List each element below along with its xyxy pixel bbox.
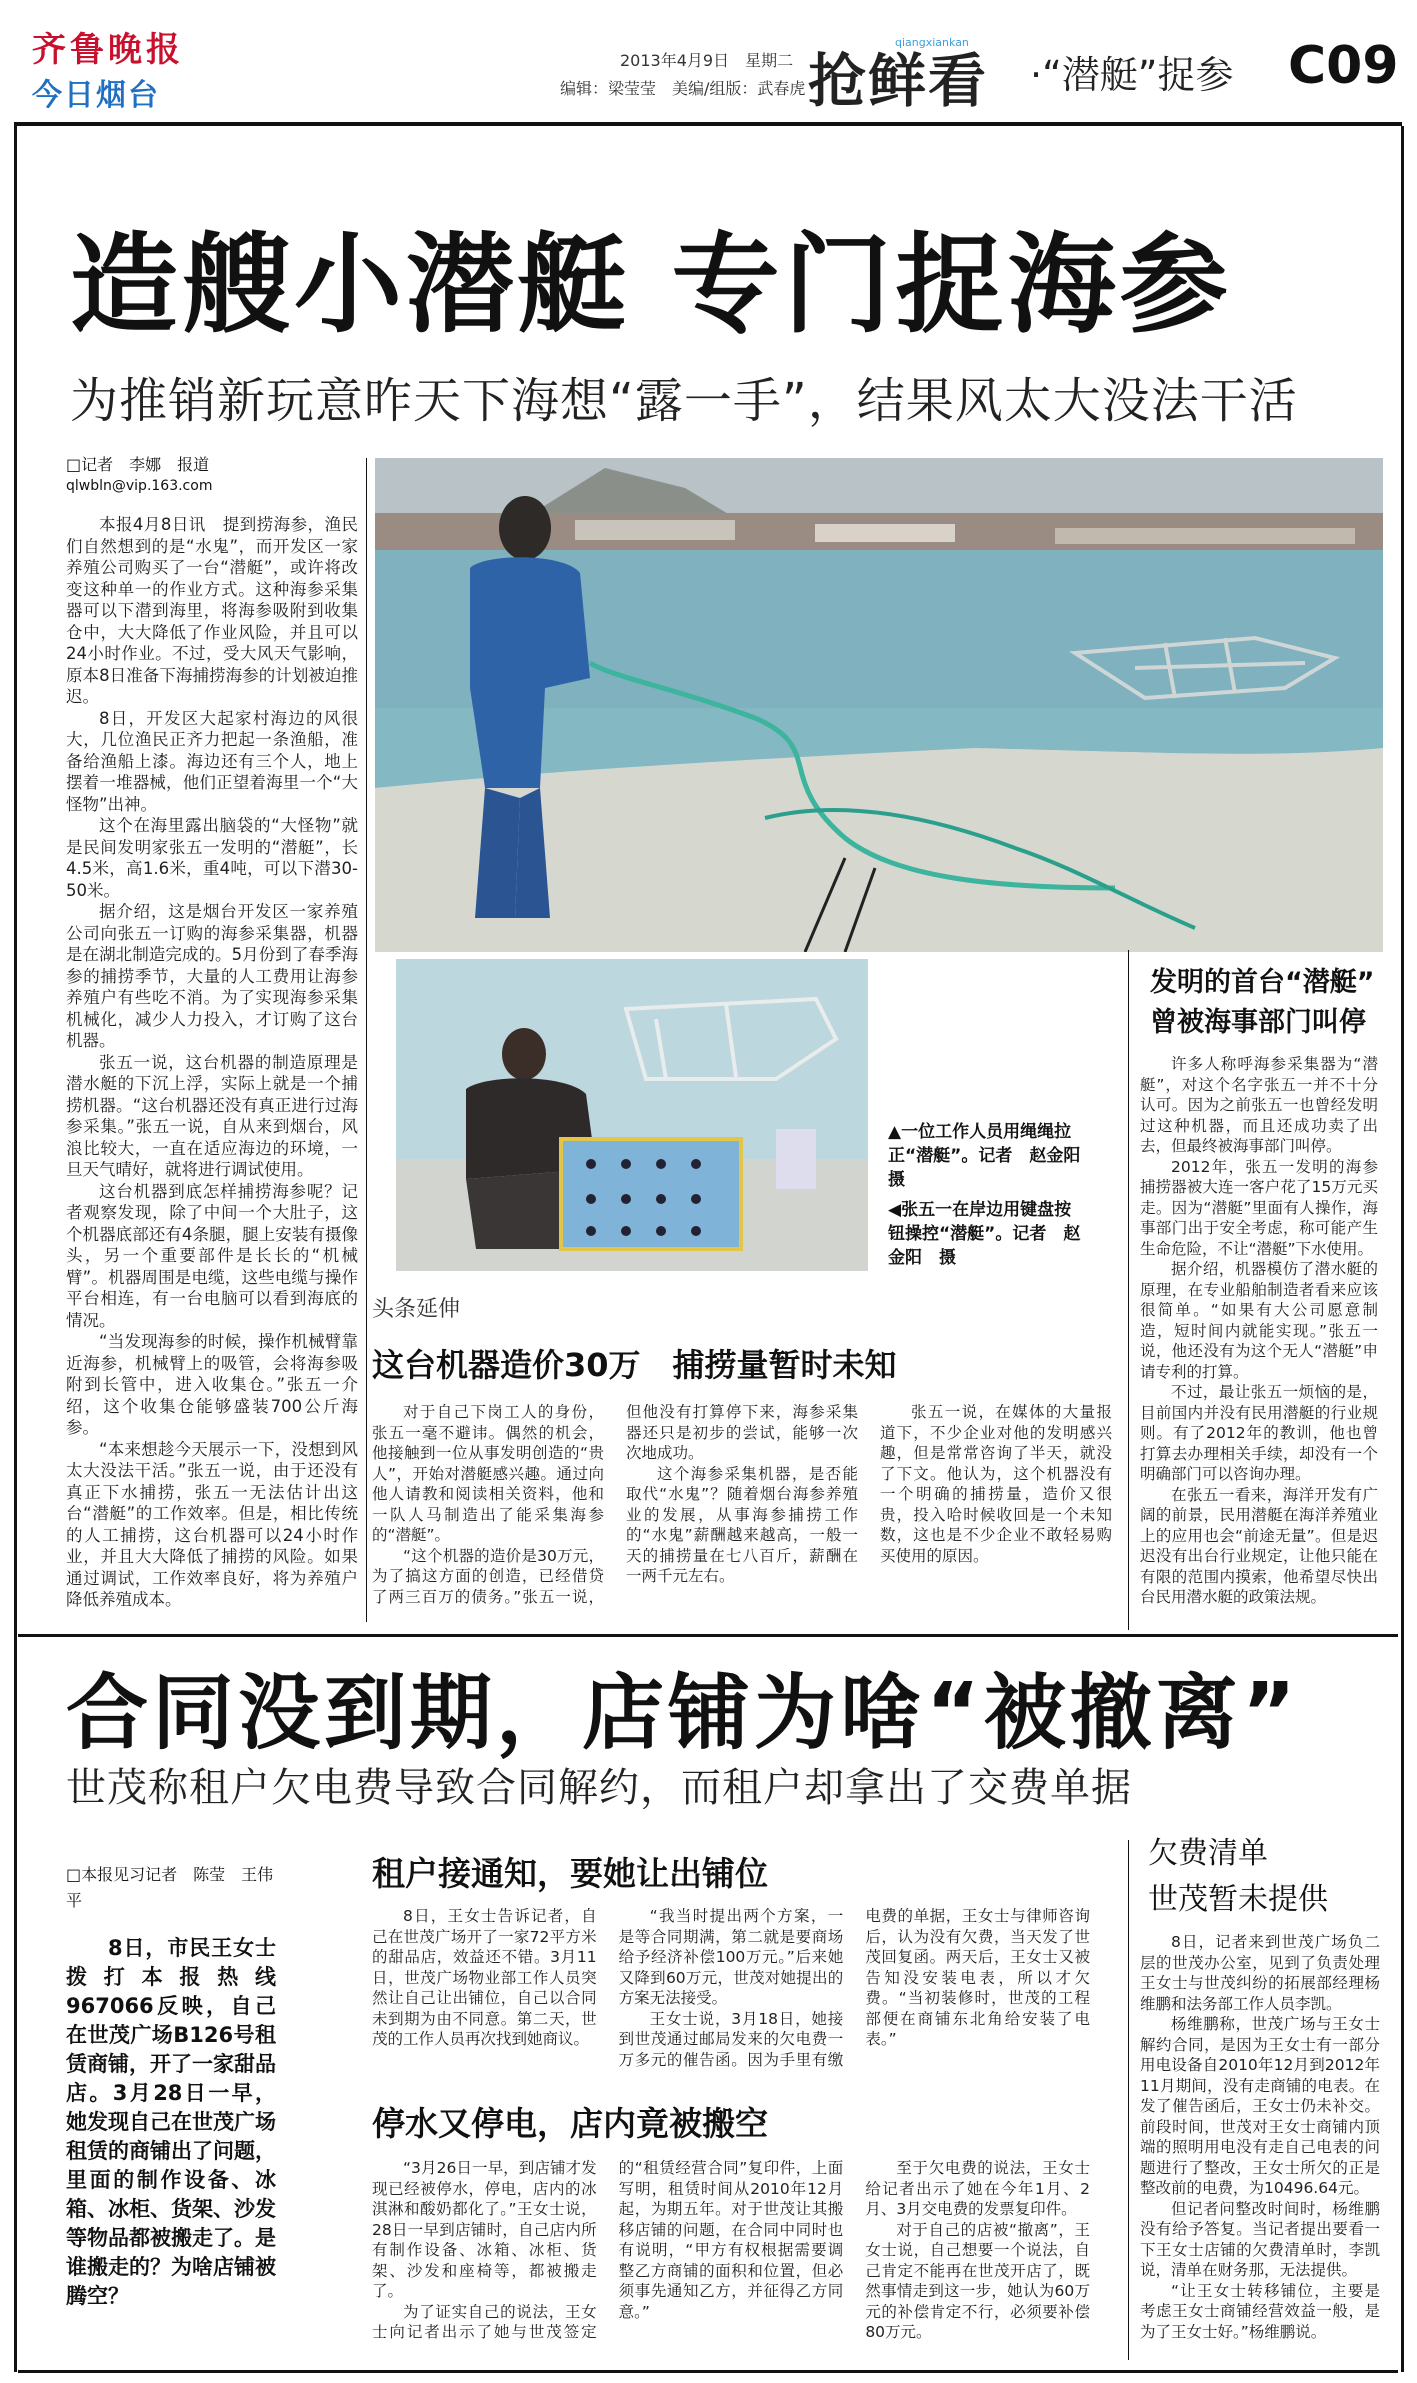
local-edition-label: 今日烟台 bbox=[32, 78, 160, 113]
column-divider bbox=[366, 458, 367, 1622]
followup-tag: 头条延伸 bbox=[372, 1297, 461, 1322]
article2-side-paragraph: 但记者问整改时间时，杨维鹏没有给予答复。当记者提出要看一下王女士店铺的欠费清单时，李凯说，清单在财务那，无法提供。 bbox=[1140, 2199, 1380, 2279]
issue-date: 2013年4月9日 星期二 bbox=[620, 51, 794, 70]
bottom-rule bbox=[18, 2370, 1398, 2373]
page-number: C09 bbox=[1288, 36, 1399, 96]
article2-side-paragraph: “让王女士转移铺位，主要是考虑王女士商铺经营效益一般，是为了王女士好。”杨维鹏说。 bbox=[1140, 2281, 1380, 2341]
article2-sub2-paragraph: 为了证实自己的说法，王女士向记者出示了她与世茂签定的“租赁经营合同”复印件，上面写明，租赁时间从2010年12月起，为期五年。对于世茂让其搬移店铺的问题，在合同中同时也有说明，“甲方有权根据需要调整乙方商铺的面积和位置，但必须事先通知乙方，并征得乙方同意。” bbox=[372, 2159, 844, 2341]
followup-body bbox=[372, 1402, 1112, 1624]
article1-side-paragraph: 据介绍，机器模仿了潜水艇的原理，在专业船舶制造者看来应该很简单。“如果有大公司愿意制造，短时间内就能实现。”张五一说，他还没有为这个无人“潜艇”申请专利的打算。 bbox=[1140, 1260, 1378, 1381]
followup-title: 这台机器造价30万 捕捞量暂时未知 bbox=[372, 1346, 897, 1384]
article1-side-paragraph: 2012年，张五一发明的海参捕捞器被大连一客户花了15万元买走。因为“潜艇”里面有人操作，海事部门出于安全考虑，称可能产生生命危险，不让“潜艇”下水使用。 bbox=[1140, 1157, 1378, 1258]
article1-paragraph: 这台机器到底怎样捕捞海参呢？记者观察发现，除了中间一个大肚子，这个机器底部还有4条腿，腿上安装有摄像头，另一个重要部件是长长的“机械臂”。机器周围是电缆，这些电缆与操作平台相连，有一台电脑可以看到海底的情况。 bbox=[66, 1181, 358, 1330]
article1-side-paragraph: 在张五一看来，海洋开发有广阔的前景，民用潜艇在海洋养殖业上的应用也会“前途无量”。但是迟迟没有出台行业规定，让他只能在有限的范围内摸索，他希望尽快出台民用潜水艇的政策法规。 bbox=[1140, 1485, 1378, 1606]
article1-paragraph: 8日，开发区大起家村海边的风很大，几位渔民正齐力把起一条渔船，准备给渔船上漆。海边还有三个人，地上摆着一堆器械，他们正望着海里一个“大怪物”出神。 bbox=[66, 708, 358, 814]
article1-byline: □记者 李娜 报道 bbox=[66, 455, 210, 474]
article2-lead: 8日，市民王女士拨打本报热线967066反映，自己在世茂广场B126号租赁商铺，开了一家甜品店。3月28日一早，她发现自己在世茂广场租赁的商铺出了问题，里面的制作设备、冰箱、冰柜、货架、沙发等物品都被搬走了。是谁搬走的？为啥店铺被腾空？ bbox=[66, 1936, 276, 2308]
article2-byline: □本报见习记者 陈莹 王伟平 bbox=[66, 1865, 274, 1910]
article2-sub2-paragraph: 至于欠电费的说法，王女士给记者出示了她在今年1月、2月、3月交电费的发票复印件。 bbox=[865, 2159, 1090, 2218]
article2-sub1-paragraph: “我当时提出两个方案，一是等合同期满，第二就是要商场给予经济补偿100万元。”后来她又降到60万元，世茂对她提出的方案无法接受。 bbox=[618, 1907, 844, 2007]
article1-paragraph: 张五一说，这台机器的制造原理是潜水艇的下沉上浮，实际上就是一个捕捞机器。“这台机器还没有真正进行过海参采集。”张五一说，自从来到烟台，风浪比较大，一直在适应海边的环境，一旦天气晴好，就将进行调试使用。 bbox=[66, 1052, 358, 1179]
article2-side-paragraph: 杨维鹏称，世茂广场与王女士解约合同，是因为王女士有一部分用电设备自2010年12月到2012年11月期间，没有走商铺的电表。在发了催告函后，王女士仍未补交。前段时间，世茂对王女士商铺内顶端的照明用电没有走自己电表的问题进行了整改，王女士所欠的正是整改前的电费，为10496.64元。 bbox=[1140, 2015, 1380, 2197]
photo2-caption: ◀张五一在岸边用键盘按钮操控“潜艇”。记者 赵金阳 摄 bbox=[888, 1200, 1081, 1268]
column-logo: 抢鲜看 bbox=[808, 47, 989, 115]
column-logo-pinyin: qiangxiankan bbox=[895, 36, 969, 49]
column-divider bbox=[1128, 1840, 1129, 2360]
photo1-caption: ▲一位工作人员用绳绳拉正“潜艇”。记者 赵金阳 摄 bbox=[888, 1122, 1098, 1190]
photo-submarine-at-sea bbox=[375, 458, 1383, 952]
column-divider bbox=[1128, 950, 1129, 1630]
article2-side-body bbox=[1140, 1932, 1380, 2360]
followup-paragraph: “这个机器的造价是30万元，为了搞这方面的创造，已经借贷了两三百万的债务。”张五一说，但他没有打算停下来，海参采集器还只是初步的尝试，能够一次次地成功。 bbox=[372, 1403, 858, 1606]
article1-side-paragraph: 许多人称呼海参采集器为“潜艇”，对这个名字张五一并不十分认可。因为之前张五一也曾经发明过这种机器，而且还成功卖了出去，但最终被海事部门叫停。 bbox=[1140, 1055, 1378, 1155]
article2-sub1-body bbox=[372, 1906, 1090, 2086]
followup-paragraph: 张五一说，在媒体的大量报道下，不少企业对他的发明感兴趣，但是常常咨询了半天，就没了下文。他认为，这个机器没有一个明确的捕捞量，造价又很贵，投入哈时候收回是一个未知数，这也是不少企业不敢轻易购买使用的原因。 bbox=[880, 1403, 1112, 1565]
article1-headline: 造艘小潜艇 专门捉海参 bbox=[70, 223, 1232, 348]
article2-sub2-paragraph: “3月26日一早，到店铺才发现已经被停水，停电，店内的冰淇淋和酸奶都化了。”王女士说，28日一早到店铺时，自己店内所有制作设备、冰箱、冰柜、货架、沙发和座椅等，都被搬走了。 bbox=[372, 2159, 597, 2300]
article2-sub2-paragraph: 对于自己的店被“撤离”，王女士说，自己想要一个说法，自己肯定不能再在世茂开店了，既然事情走到这一步，她认为60万元的补偿肯定不行，必须要补偿80万元。 bbox=[865, 2220, 1090, 2341]
editors-line: 编辑：梁莹莹 美编/组版：武春虎 bbox=[560, 79, 806, 98]
article2-sub1-title: 租户接通知，要她让出铺位 bbox=[372, 1854, 768, 1893]
article2-sub1-paragraph: 王女士说，3月18日，她接到世茂通过邮局发来的欠电费一万多元的催告函。因为手里有缴电费的单据，王女士与律师咨询后，认为没有欠费，当天发了世茂回复函。两天后，王女士又被告知没安装电表，所以才欠费。“当初装修时，世茂的工程部便在商铺东北角给安装了电表。” bbox=[618, 1907, 1090, 2069]
article1-email: qlwbln@vip.163.com bbox=[66, 478, 213, 494]
article1-side-paragraph: 不过，最让张五一烦恼的是，目前国内并没有民用潜艇的行业规则。有了2012年的教训，他也曾打算去办理相关手续，却没有一个明确部门可以咨询办理。 bbox=[1140, 1383, 1378, 1483]
article1-side-body bbox=[1140, 1054, 1378, 1626]
article1-paragraph: “当发现海参的时候，操作机械臂靠近海参，机械臂上的吸管，会将海参吸附到长管中，进入收集仓。”张五一介绍，这个收集仓能够盛装700公斤海参。 bbox=[66, 1332, 358, 1437]
article2-side-paragraph: 8日，记者来到世茂广场负二层的世茂办公室，见到了负责处理王女士与世茂纠纷的拓展部经理杨维鹏和法务部工作人员李凯。 bbox=[1140, 1933, 1380, 2013]
article2-side-title-1: 欠费清单 bbox=[1148, 1836, 1268, 1871]
article1-subheadline: 为推销新玩意昨天下海想“露一手”，结果风太大没法干活 bbox=[70, 373, 1298, 429]
article1-paragraph: 据介绍，这是烟台开发区一家养殖公司向张五一订购的海参采集器，机器是在湖北制造完成的。5月份到了春季海参的捕捞季节，大量的人工费用让海参养殖户有些吃不消。为了实现海参采集机械化，减少人力投入，才订购了这台机器。 bbox=[66, 902, 358, 1050]
followup-paragraph: 对于自己下岗工人的身份，张五一毫不避讳。偶然的机会，他接触到一位从事发明创造的“贵人”，开始对潜艇感兴趣。通过向他人请教和阅读相关资料，他和一队人马制造出了能采集海参的“潜艇”。 bbox=[372, 1403, 604, 1544]
article2-side-title-2: 世茂暂未提供 bbox=[1148, 1882, 1328, 1917]
article1-side-title-2: 曾被海事部门叫停 bbox=[1150, 1007, 1366, 1038]
photo-operator-console bbox=[393, 956, 871, 1274]
article2-headline: 合同没到期，店铺为啥“被撤离” bbox=[66, 1666, 1300, 1761]
followup-paragraph: 这个海参采集机器，是否能取代“水鬼”？随着烟台海参养殖业的发展，从事海参捕捞工作的“水鬼”薪酬越来越高，一般一天的捕捞量在七八百斤，薪酬在一两千元左右。 bbox=[626, 1464, 858, 1585]
article1-side-title-1: 发明的首台“潜艇” bbox=[1150, 967, 1375, 998]
masthead: 齐鲁晚报 bbox=[32, 30, 184, 70]
section-rule bbox=[18, 1634, 1398, 1637]
article1-body bbox=[66, 514, 358, 1622]
column-title: ·“潜艇”捉参 bbox=[1030, 53, 1234, 97]
article1-paragraph: “本来想趁今天展示一下，没想到风太大没法干活。”张五一说，由于还没有真正下水捕捞，张五一无法估计出这台“潜艇”的工作效率。但是，相比传统的人工捕捞，这台机器可以24小时作业，并且大大降低了捕捞的风险。如果通过调试，工作效率良好，将为养殖户降低养殖成本。 bbox=[66, 1439, 358, 1609]
article2-sub1-paragraph: 8日，王女士告诉记者，自己在世茂广场开了一家72平方米的甜品店，效益还不错。3月11日，世茂广场物业部工作人员突然让自己让出铺位，自己以合同未到期为由不同意。第二天，世茂的工作人员再次找到她商议。 bbox=[372, 1907, 597, 2048]
article2-sub2-body bbox=[372, 2158, 1090, 2358]
article1-paragraph: 本报4月8日讯 提到捞海参，渔民们自然想到的是“水鬼”，而开发区一家养殖公司购买了一台“潜艇”，或许将改变这种单一的作业方式。这种海参采集器可以下潜到海里，将海参吸附到收集仓中，大大降低了作业风险，并且可以24小时作业。不过，受大风天气影响，原本8日准备下海捕捞海参的计划被迫推迟。 bbox=[66, 515, 358, 706]
article2-subheadline: 世茂称租户欠电费导致合同解约，而租户却拿出了交费单据 bbox=[66, 1765, 1132, 1811]
article2-sub2-title: 停水又停电，店内竟被搬空 bbox=[372, 2104, 768, 2143]
article1-paragraph: 这个在海里露出脑袋的“大怪物”就是民间发明家张五一发明的“潜艇”，长4.5米，高1.6米，重4吨，可以下潜30-50米。 bbox=[66, 816, 358, 900]
